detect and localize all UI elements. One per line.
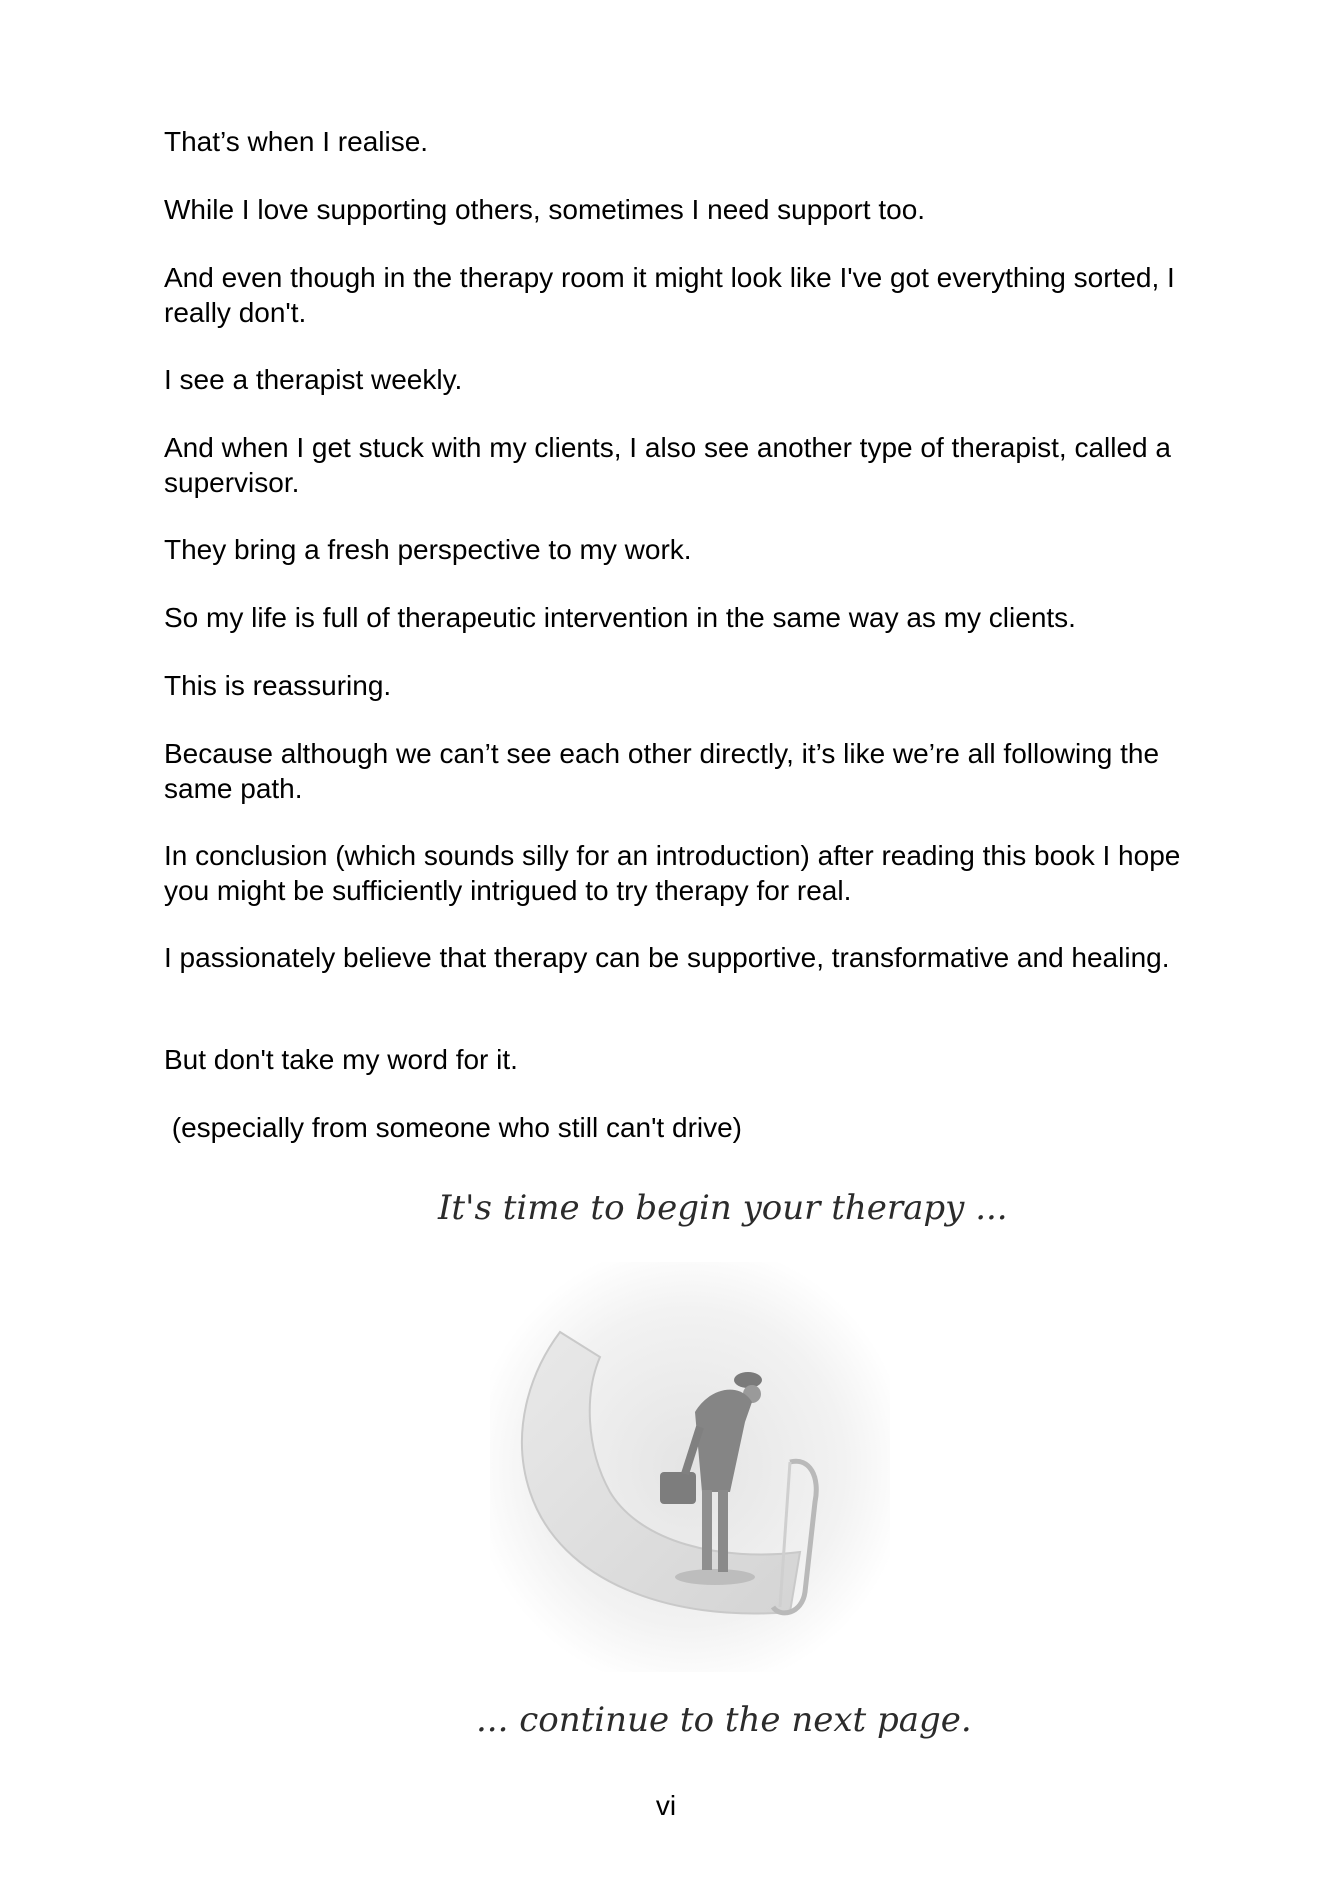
paragraph-3: And even though in the therapy room it might look like I've got everything sorted, I really don't. <box>164 262 1175 328</box>
man-hat <box>734 1372 762 1388</box>
briefcase <box>660 1472 696 1504</box>
script-heading: It's time to begin your therapy ... <box>438 1188 1008 1228</box>
paragraph-10: In conclusion (which sounds silly for an introduction) after reading this book I hope you might be sufficiently intrigued to try therapy for real. <box>164 840 1181 906</box>
paragraph-6: They bring a fresh perspective to my work. <box>164 534 692 565</box>
paragraph-1: That’s when I realise. <box>164 126 429 157</box>
paragraph-11: I passionately believe that therapy can be supportive, transformative and healing. <box>164 942 1170 973</box>
man-on-path-illustration <box>490 1262 890 1672</box>
paragraph-12: But don't take my word for it. <box>164 1044 518 1075</box>
paragraph-4: I see a therapist weekly. <box>164 364 463 395</box>
paragraph-8: This is reassuring. <box>164 670 392 701</box>
script-footer: ... continue to the next page. <box>476 1700 972 1740</box>
man-leg-left <box>702 1490 712 1570</box>
paragraph-7: So my life is full of therapeutic intervention in the same way as my clients. <box>164 602 1076 633</box>
paragraph-13: (especially from someone who still can't drive) <box>164 1112 743 1143</box>
paragraph-2: While I love supporting others, sometimes I need support too. <box>164 194 926 225</box>
man-shadow <box>675 1569 755 1585</box>
page-number: vi <box>655 1790 677 1821</box>
paragraph-5: And when I get stuck with my clients, I also see another type of therapist, called a supervisor. <box>164 432 1171 498</box>
paragraph-9: Because although we can’t see each other directly, it’s like we’re all following the same path. <box>164 738 1160 804</box>
man-leg-right <box>718 1490 728 1572</box>
